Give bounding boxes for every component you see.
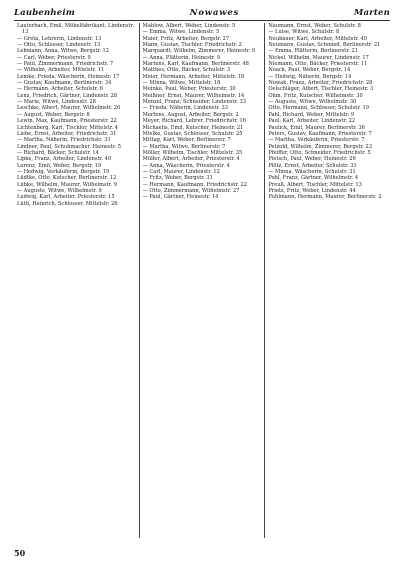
directory-entry: Leschke, Albert, Maurer, Wilhelmstr. 20 [17,105,121,112]
directory-entry: Liebe, Ernst, Arbeiter, Friedrichstr. 31 [17,130,117,137]
directory-entry: Michaelis, Emil, Kutscher, Heinestr. 21 [142,124,244,131]
directory-entry: Niemann, Otto, Bäcker, Priesterstr. 11 [268,61,368,68]
directory-entry: — Fritz, Weber, Bergstr. 31 [142,175,213,182]
directory-entry: — Hermann, Kaufmann, Friedrichstr. 22 [142,181,247,188]
directory-entry: — Otto, Schlosser, Lindenstr. 13 [17,42,101,49]
directory-entry: Möller, Wilhelm, Tischler, Mittelstr. 35 [142,149,243,156]
directory-entry: Oelschläger, Albert, Tischler, Heinestr. 3 [268,86,374,93]
directory-column-2 [140,23,265,538]
directory-entry: Naumann, Ernst, Weber, Schulstr. 8 [268,23,361,29]
directory-entry: Pahl, Richard, Weber, Mittelstr. 9 [268,111,355,118]
directory-entry: — Luise, Witwe, Schulstr. 8 [268,29,340,36]
directory-entry: — Carl, Maurer, Lindenstr. 12 [142,168,220,175]
directory-entry: Neubauer, Karl, Arbeiter, Mittelstr. 40 [268,35,367,42]
header-rule [14,20,390,21]
directory-entry: Paul, Karl, Arbeiter, Lindenstr. 22 [268,118,356,125]
directory-columns [14,23,390,538]
directory-entry: Lenz, Friedrich, Gärtner, Lindenstr. 28 [17,92,118,99]
running-head-left: Laubenheim [14,8,76,18]
directory-entry: Lübke, Wilhelm, Maurer, Wilhelmstr. 9 [17,181,117,188]
running-head [14,6,390,20]
directory-entry: Nowak, Franz, Arbeiter, Friedrichstr. 28 [268,80,373,87]
directory-entry: Prietz, Fritz, Weber, Lindenstr. 44 [268,187,356,194]
directory-entry: — Anna, Wäscherin, Priesterstr. 4 [142,162,230,169]
directory-entry: Mahlow, Albert, Weber, Lindenstr. 5 [142,23,236,29]
directory-entry: — Hedwig, Näherin, Bergstr. 14 [268,73,352,80]
running-head-right: Marten [353,8,390,18]
directory-entry: Nickel, Wilhelm, Maurer, Lindenstr. 17 [268,54,369,61]
directory-entry: Neumann, Gustav, Schmied, Berlinerstr. 21 [268,42,381,49]
directory-entry: Otto, Hermann, Schlosser, Schulstr. 19 [268,105,369,112]
directory-column-3 [265,23,390,538]
directory-entry: — Richard, Bäcker, Schulstr. 14 [17,149,99,156]
directory-entry: — Wilhelm, Arbeiter, Mittelstr. 11 [17,67,105,74]
directory-entry: — Otto, Zimmermann, Wilhelmstr. 27 [142,187,240,194]
directory-entry: — Auguste, Witwe, Wilhelmstr. 9 [17,187,102,194]
directory-entry: — Greta, Lehrerin, Lindenstr. 13 [17,35,102,42]
page-number: 50 [14,548,26,558]
directory-entry: Pohl, Franz, Gärtner, Wilhelmstr. 4 [268,175,359,182]
directory-entry: — Marie, Witwe, Lindenstr. 28 [17,99,96,106]
directory-entry: Müller, Albert, Arbeiter, Priesterstr. 4 [142,156,240,163]
directory-entry: — Paul, Zimmermann, Friedrichstr. 7 [17,61,114,68]
directory-entry: — Martha, Witwe, Berlinerstr. 7 [142,143,226,150]
directory-entry: Mann, Gustav, Tischler, Friedrichstr. 2 [142,42,242,49]
directory-entry: — Anna, Plätterin, Heinestr. 9 [142,54,221,61]
directory-entry: Plötz, Ernst, Arbeiter, Schulstr. 31 [268,162,357,169]
directory-entry: Lichtenberg, Karl, Tischler, Mittelstr. 4 [17,124,118,131]
directory-entry: Lauterbach, Emil, Möbelfabrikant, Lindenstr. 13 [17,23,135,36]
directory-entry: Marquardt, Wilhelm, Zimmerer, Heinestr. 9 [142,48,256,55]
directory-entry: Lindner, Paul, Schuhmacher, Heinestr. 5 [17,143,122,150]
directory-entry: Mielke, Gustav, Schlosser, Schulstr. 25 [142,130,243,137]
directory-entry: Lewin, Max, Kaufmann, Priesterstr. 22 [17,118,117,125]
directory-entry: — Minna, Witwe, Mittelstr. 18 [142,80,221,87]
directory-entry: — Hedwig, Verkäuferin, Bergstr. 19 [17,168,110,175]
directory-entry: — August, Weber, Bergstr. 8 [17,111,90,118]
directory-entry: Lipke, Franz, Arbeiter, Lindenstr. 40 [17,156,112,163]
directory-entry: Martens, Karl, Kaufmann, Berlinerstr. 48 [142,61,249,68]
directory-entry: Lemke, Frieda, Wäscherin, Heinestr. 17 [17,73,120,80]
directory-entry: Puhlmann, Hermann, Maurer, Berlinerstr. 2 [268,194,382,201]
directory-entry: Matthes, Otto, Bäcker, Schulstr. 3 [142,67,231,74]
directory-entry: — Frieda, Näherin, Lindenstr. 33 [142,105,229,112]
running-head-center: Nowawes [189,8,240,18]
directory-entry: Mittag, Karl, Weber, Berlinerstr. 7 [142,137,231,144]
directory-entry: — Emma, Witwe, Lindenstr. 5 [142,29,220,36]
directory-entry: Pietsch, Paul, Weber, Heinestr. 26 [268,156,356,163]
directory-column-1 [14,23,139,538]
directory-entry: Ludwig, Karl, Arbeiter, Priesterstr. 15 [17,194,115,201]
directory-entry: Lehmann, Anna, Witwe, Bergstr. 12 [17,48,110,55]
directory-entry: Maier, Fritz, Arbeiter, Bergstr. 27 [142,35,230,42]
directory-entry: — Minna, Wäscherin, Schulstr. 31 [268,168,356,175]
directory-entry: — Martha, Verkäuferin, Priesterstr. 7 [268,137,365,144]
directory-entry: — Emma, Plätterin, Berlinerstr. 21 [268,48,358,55]
directory-entry: Ohm, Fritz, Kutscher, Wilhelmstr. 30 [268,92,363,99]
directory-entry: — Martha, Näherin, Friedrichstr. 31 [17,137,111,144]
directory-entry: Meinke, Paul, Weber, Priesterstr. 30 [142,86,236,93]
directory-entry: Noack, Paul, Weber, Bergstr. 14 [268,67,351,74]
directory-entry: Petzold, Wilhelm, Zimmerer, Bergstr. 23 [268,143,372,150]
directory-entry: Meyer, Richard, Lehrer, Friedrichstr. 16 [142,118,247,125]
directory-entry: — Hermann, Arbeiter, Schulstr. 6 [17,86,104,93]
directory-entry: — Paul, Gärtner, Heinestr. 14 [142,194,219,201]
directory-entry: Meier, Hermann, Arbeiter, Mittelstr. 18 [142,73,245,80]
directory-entry: Lüdtke, Otto, Kutscher, Berlinerstr. 12 [17,175,117,182]
directory-entry: Lüth, Heinrich, Schlosser, Mittelstr. 26 [17,200,118,207]
directory-entry: Lorenz, Emil, Weber, Bergstr. 19 [17,162,102,169]
directory-entry: Menzel, Franz, Schneider, Lindenstr. 33 [142,99,246,106]
directory-entry: Preuß, Albert, Tischler, Mittelstr. 13 [268,181,362,188]
directory-entry: Meißner, Ernst, Maurer, Wilhelmstr. 14 [142,92,245,99]
directory-entry: Paulick, Emil, Maurer, Berlinerstr. 36 [268,124,365,131]
directory-entry: — Gustav, Kaufmann, Berlinerstr. 34 [17,80,112,87]
directory-entry: Pfeiffer, Otto, Schneider, Friedrichstr. 5 [268,149,371,156]
directory-entry: — Auguste, Witwe, Wilhelmstr. 30 [268,99,357,106]
directory-entry: Mertens, August, Arbeiter, Bergstr. 2 [142,111,239,118]
directory-entry: Peters, Gustav, Kaufmann, Priesterstr. 7 [268,130,372,137]
directory-entry: — Carl, Weber, Priesterstr. 9 [17,54,91,61]
